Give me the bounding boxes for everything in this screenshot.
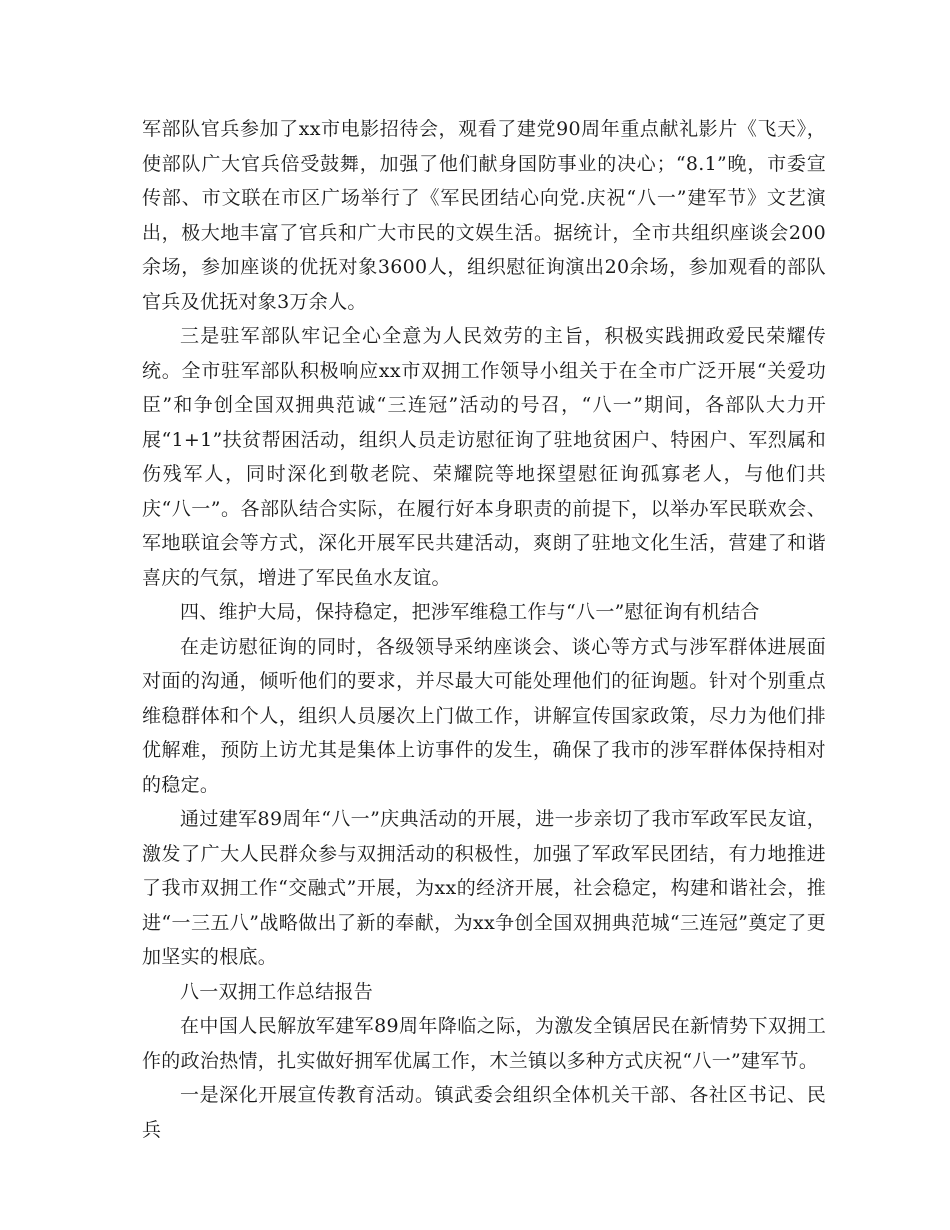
paragraph-education-activities: 一是深化开展宣传教育活动。镇武委会组织全体机关干部、各社区书记、民兵 — [142, 1084, 826, 1141]
report-title: 八一双拥工作总结报告 — [180, 980, 374, 1003]
document-body — [142, 112, 826, 1147]
paragraph-garrison-service: 三是驻军部队牢记全心全意为人民效劳的主旨，积极实践拥政爱民荣耀传统。全市驻军部队积极响应xx市双拥工作领导小组关于在全市广泛开展“关爱功臣”和争创全国双拥典范诚“三连冠”活动的号召，“八一”期间，各部队大力开展“1+1”扶贫帮困活动，组织人员走访慰征询了驻地贫困户、特困户、军烈属和伤残军人，同时深化到敬老院、荣耀院等地探望慰征询孤寡老人，与他们共庆“八一”。各部队结合实际，在履行好本身职责的前提下，以举办军民联欢会、军地联谊会等方式，深化开展军民共建活动，爽朗了驻地文化生活，营建了和谐喜庆的气氛，增进了军民鱼水友谊。 — [142, 325, 826, 589]
paragraph-report-intro: 在中国人民解放军建军89周年降临之际，为激发全镇居民在新情势下双拥工作的政治热情，扎实做好拥军优属工作，木兰镇以多种方式庆祝“八一”建军节。 — [142, 1015, 826, 1072]
section-heading-stability: 四、维护大局，保持稳定，把涉军维稳工作与“八一”慰征询有机结合 — [180, 601, 760, 623]
paragraph-stability-work: 在走访慰征询的同时，各级领导采纳座谈会、谈心等方式与涉军群体进展面对面的沟通，倾听他们的要求，并尽最大可能处理他们的征询题。针对个别重点维稳群体和个人，组织人员屡次上门做工作，讲解宣传国家政策，尽力为他们排优解难，预防上访尤其是集体上访事件的发生，确保了我市的涉军群体保持相对的稳定。 — [142, 635, 826, 796]
paragraph-army-film-screening: 军部队官兵参加了xx市电影招待会，观看了建党90周年重点献礼影片《飞天》，使部队广大官兵倍受鼓舞，加强了他们献身国防事业的决心；“8.1”晚，市委宣传部、市文联在市区广场举行了《军民团结心向党.庆祝“八一”建军节》文艺演出，极大地丰富了官兵和广大市民的文娱生活。据统计，全市共组织座谈会200余场，参加座谈的优抚对象3600人，组织慰征询演出20余场，参加观看的部队官兵及优抚对象3万余人。 — [142, 118, 826, 313]
paragraph-conclusion: 通过建军89周年“八一”庆典活动的开展，进一步亲切了我市军政军民友谊，激发了广大人民群众参与双拥活动的积极性，加强了军政军民团结，有力地推进了我市双拥工作“交融式”开展，为xx的经济开展，社会稳定，构建和谐社会，推进“一三五八”战略做出了新的奉献，为xx争创全国双拥典范城“三连冠”奠定了更加坚实的根底。 — [142, 808, 826, 968]
